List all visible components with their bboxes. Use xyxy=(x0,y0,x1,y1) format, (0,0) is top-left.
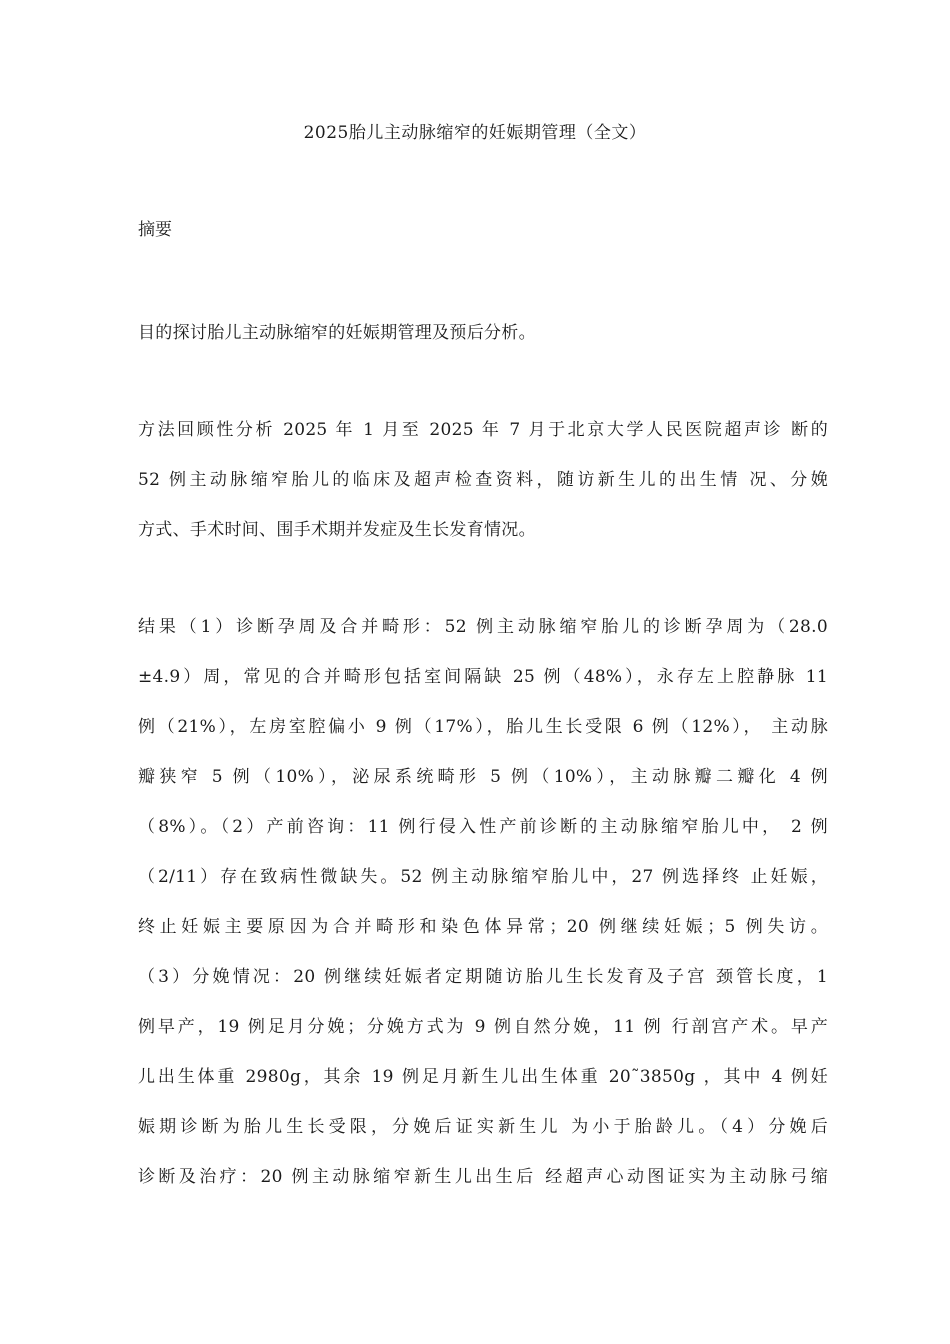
methods-line: 方式、手术时间、围手术期并发症及生长发育情况。 xyxy=(138,520,536,540)
results-line: （8%）。（2）产前咨询：11 例行侵入性产前诊断的主动脉缩窄胎儿中， 2 例 xyxy=(138,817,828,837)
results-line: 结果（1）诊断孕周及合并畸形：52 例主动脉缩窄胎儿的诊断孕周为（28.0 xyxy=(138,617,828,637)
document-title: 2025胎儿主动脉缩窄的妊娠期管理（全文） xyxy=(303,123,647,143)
methods-line: 52 例主动脉缩窄胎儿的临床及超声检查资料，随访新生儿的出生情 况、分娩 xyxy=(138,470,828,490)
results-line: 终止妊娠主要原因为合并畸形和染色体异常；20 例继续妊娠；5 例失访。 xyxy=(138,917,828,937)
results-line: （2/11）存在致病性微缺失。52 例主动脉缩窄胎儿中，27 例选择终 止妊娠， xyxy=(138,867,828,887)
objective-line: 目的探讨胎儿主动脉缩窄的妊娠期管理及预后分析。 xyxy=(138,323,536,343)
results-line: ±4.9）周，常见的合并畸形包括室间隔缺 25 例（48%），永存左上腔静脉 11 xyxy=(138,667,828,687)
results-line: 娠期诊断为胎儿生长受限，分娩后证实新生儿 为小于胎龄儿。（4）分娩后 xyxy=(138,1117,828,1137)
results-line: 例（21%），左房室腔偏小 9 例（17%），胎儿生长受限 6 例（12%）， 主动脉 xyxy=(138,717,828,737)
results-line: （3）分娩情况：20 例继续妊娠者定期随访胎儿生长发育及子宫 颈管长度，1 xyxy=(138,967,828,987)
results-line: 瓣狭窄 5 例（10%），泌尿系统畸形 5 例（10%），主动脉瓣二瓣化 4 例 xyxy=(138,767,828,787)
abstract-heading: 摘要 xyxy=(138,220,172,240)
results-line: 儿出生体重 2980g，其余 19 例足月新生儿出生体重 20˜3850g ，其中 4 例妊 xyxy=(138,1067,828,1087)
methods-line: 方法回顾性分析 2025 年 1 月至 2025 年 7 月于北京大学人民医院超声诊 断的 xyxy=(138,420,828,440)
results-line: 例早产，19 例足月分娩；分娩方式为 9 例自然分娩，11 例 行剖宫产术。早产 xyxy=(138,1017,828,1037)
results-line: 诊断及治疗：20 例主动脉缩窄新生儿出生后 经超声心动图证实为主动脉弓缩 xyxy=(138,1167,828,1187)
